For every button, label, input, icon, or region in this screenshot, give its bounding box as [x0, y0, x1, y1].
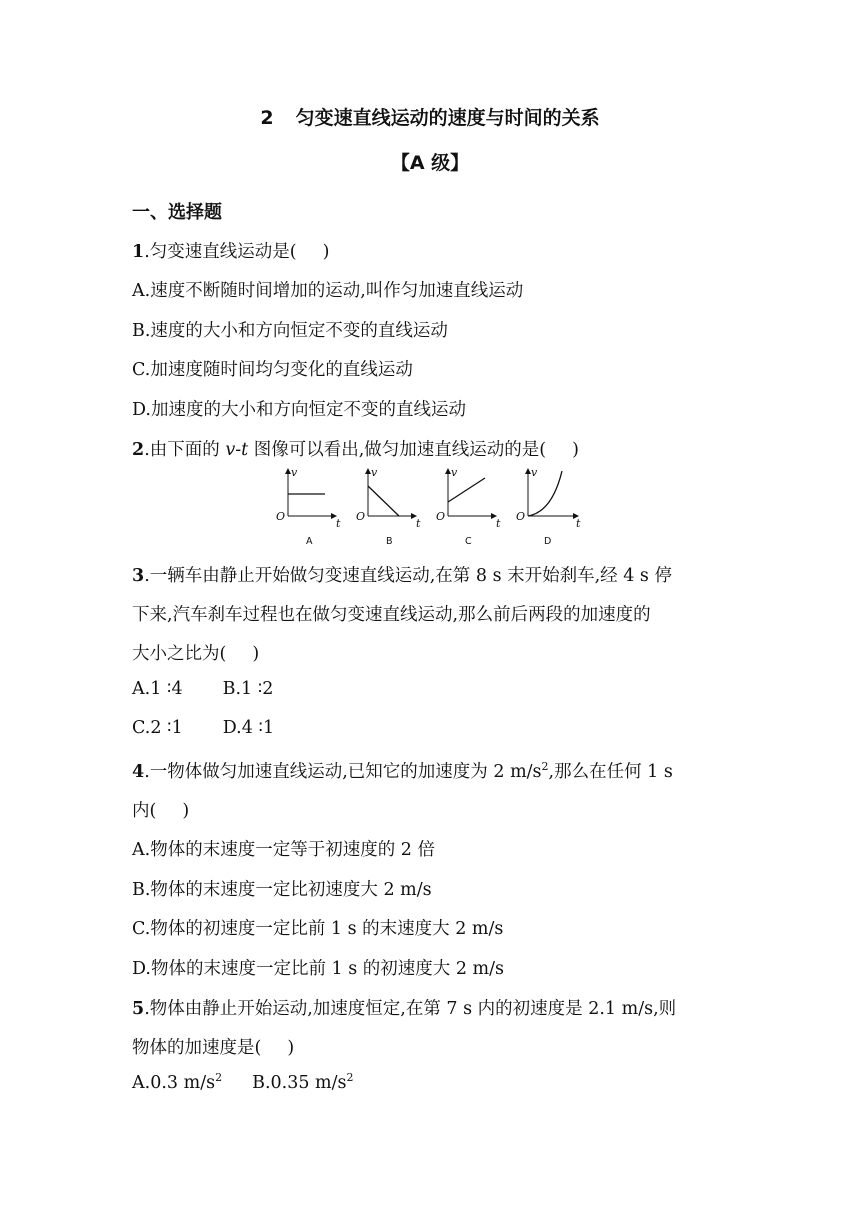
- graph-d-v-label: v: [531, 466, 538, 479]
- question-1-option-d: D.加速度的大小和方向恒定不变的直线运动: [132, 400, 466, 420]
- question-3-options-cd: [132, 718, 274, 738]
- question-number: 2: [132, 440, 145, 460]
- graph-c-line: [448, 478, 485, 502]
- graph-c-v-label: v: [451, 466, 458, 479]
- graph-c-origin: O: [436, 510, 446, 523]
- question-3-option-a: A.1 ∶4: [132, 679, 183, 699]
- question-3-option-d: D.4 ∶1: [222, 718, 275, 738]
- question-3-line-2: 下来,汽车刹车过程也在做匀变速直线运动,那么前后两段的加速度的: [132, 605, 651, 625]
- graph-d-t-label: t: [576, 517, 581, 530]
- question-4-option-b: B.物体的末速度一定比初速度大 2 m/s: [132, 880, 432, 900]
- question-4-line-1: 4.一物体做匀加速直线运动,已知它的加速度为 2 $m/s^2$,那么在任何 1 s: [132, 760, 673, 782]
- question-2-stem: 2.由下面的 v-t 图像可以看出,做匀加速直线运动的是( ): [132, 440, 579, 460]
- graph-d: [516, 466, 581, 546]
- title-text: 匀变速直线运动的速度与时间的关系: [295, 107, 600, 129]
- question-5-option-a: A.0.3 $m/s^2$: [132, 1071, 223, 1093]
- graph-a: [276, 466, 341, 546]
- graph-c-t-label: t: [496, 517, 501, 530]
- question-1-option-c: C.加速度随时间均匀变化的直线运动: [132, 360, 413, 380]
- question-1-option-b: B.速度的大小和方向恒定不变的直线运动: [132, 321, 448, 341]
- question-number: 3: [132, 566, 145, 586]
- question-3-line-3: 大小之比为( ): [132, 644, 260, 664]
- graph-b-v-label: v: [371, 466, 378, 479]
- section-heading: 一、选择题: [132, 202, 222, 223]
- question-1-stem: 1.匀变速直线运动是( ): [132, 242, 330, 262]
- question-3-line-1: 3.一辆车由静止开始做匀变速直线运动,在第 8 s 末开始刹车,经 4 s 停: [132, 566, 672, 586]
- question-3-options-ab: [132, 679, 273, 699]
- question-number: 5: [132, 999, 145, 1019]
- level-heading: 【A 级】: [390, 152, 470, 174]
- graph-b-t-label: t: [416, 517, 421, 530]
- question-3-option-b: B.1 ∶2: [222, 679, 274, 699]
- graph-c: [436, 466, 501, 546]
- question-4-option-c: C.物体的初速度一定比前 1 s 的末速度大 2 m/s: [132, 919, 504, 939]
- question-3-option-c: C.2 ∶1: [132, 718, 183, 738]
- question-4-option-a: A.物体的末速度一定等于初速度的 2 倍: [132, 840, 435, 860]
- graph-d-origin: O: [516, 510, 526, 523]
- question-5-line-1: 5.物体由静止开始运动,加速度恒定,在第 7 s 内的初速度是 2.1 m/s,则: [132, 999, 677, 1019]
- page-title: [0, 103, 860, 130]
- graph-b-line: [368, 486, 399, 516]
- graph-d-caption: D: [544, 536, 552, 546]
- question-5-line-2: 物体的加速度是( ): [132, 1038, 295, 1058]
- graph-b-caption: B: [386, 536, 393, 546]
- vt-graphs-figure: [270, 466, 590, 546]
- question-4-line-2: 内( ): [132, 801, 190, 821]
- graph-c-caption: C: [465, 536, 472, 546]
- question-1-option-a: A.速度不断随时间增加的运动,叫作匀加速直线运动: [132, 281, 524, 301]
- graph-b: [356, 466, 421, 546]
- title-number: 2: [260, 107, 274, 129]
- question-5-options-ab: [132, 1073, 354, 1093]
- question-number: 1: [132, 242, 145, 262]
- graph-a-t-label: t: [336, 517, 341, 530]
- graph-a-origin: O: [276, 510, 286, 523]
- graph-b-origin: O: [356, 510, 366, 523]
- graph-a-v-label: v: [291, 466, 298, 479]
- vt-graphs-svg: [270, 466, 590, 546]
- question-5-option-b: B.0.35 $m/s^2$: [252, 1071, 354, 1093]
- question-number: 4: [132, 762, 145, 782]
- graph-a-caption: A: [306, 536, 313, 546]
- question-4-option-d: D.物体的末速度一定比前 1 s 的初速度大 2 m/s: [132, 959, 505, 979]
